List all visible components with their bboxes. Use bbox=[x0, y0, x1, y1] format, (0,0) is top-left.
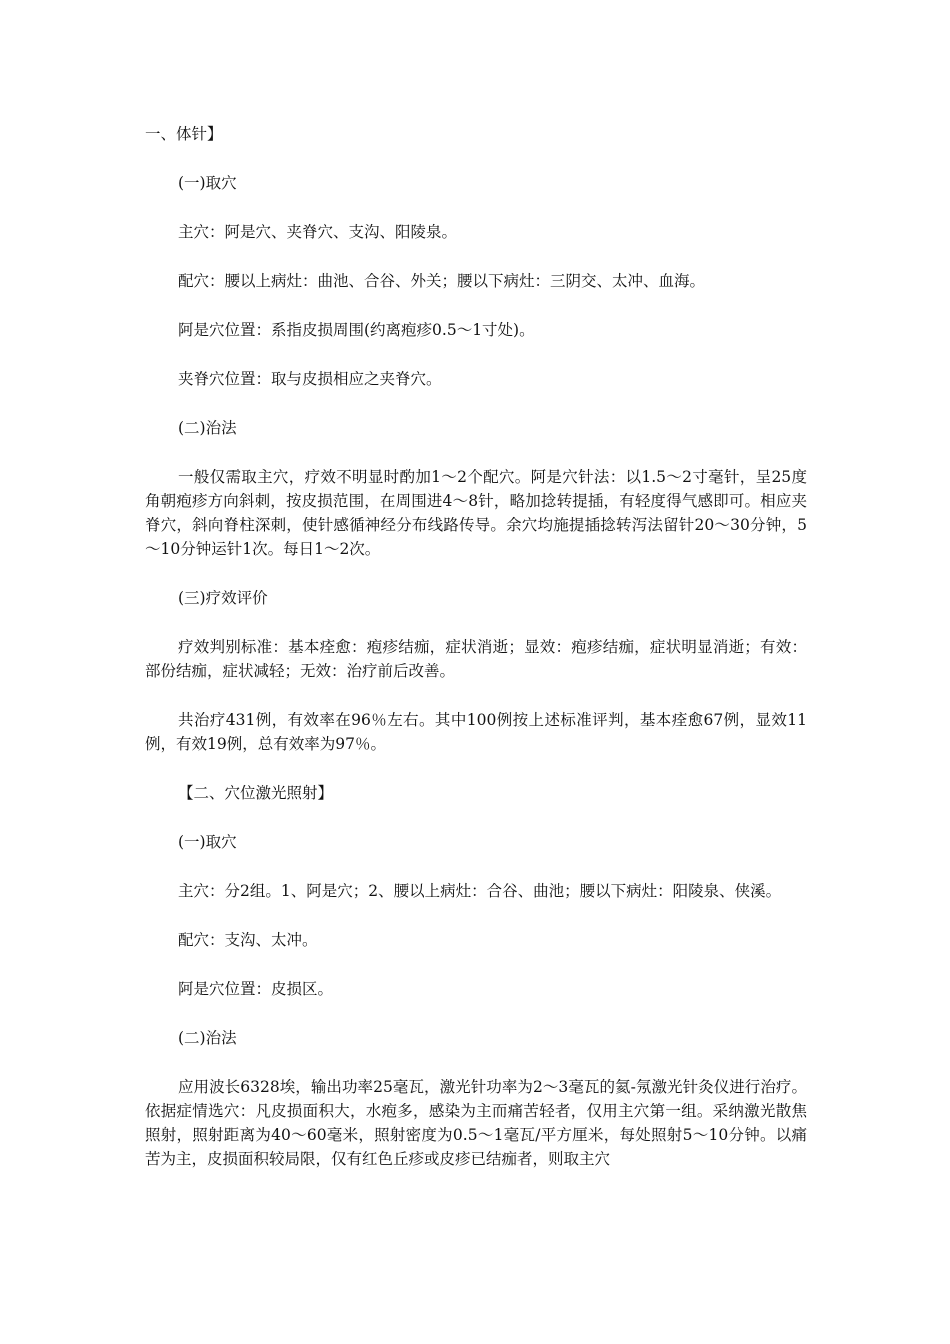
paragraph-treatment-details: 一般仅需取主穴，疗效不明显时酌加1～2个配穴。阿是穴针法：以1.5～2寸毫针，呈25度角朝疱疹方向斜刺，按皮损范围，在周围进4～8针，略加捻转提插，有轻度得气感即可。相应夹脊穴，斜向脊柱深刺，使针感循神经分布线路传导。余穴均施提插捻转泻法留针20～30分钟，5～10分钟运针1次。每日1～2次。 bbox=[145, 468, 807, 558]
paragraph-laser-treatment-details: 应用波长6328埃，输出功率25毫瓦，激光针功率为2～3毫瓦的氦-氖激光针灸仪进行治疗。依据症情选穴：凡皮损面积大，水疱多，感染为主而痛苦轻者，仅用主穴第一组。采纳激光散焦照射，照射距离为40～60毫米，照射密度为0.5～1毫瓦/平方厘米，每处照射5～10分钟。以痛苦为主，皮损面积较局限，仅有红色丘疹或皮疹已结痂者，则取主穴 bbox=[145, 1078, 807, 1168]
subheading-acupoint-selection-2: (一)取穴 bbox=[178, 833, 237, 851]
section-heading-laser-irradiation: 【二、穴位激光照射】 bbox=[178, 784, 334, 802]
paragraph-efficacy-results: 共治疗431例，有效率在96％左右。其中100例按上述标准评判，基本痊愈67例，显效11例，有效19例，总有效率为97％。 bbox=[145, 711, 807, 753]
paragraph-secondary-points-2: 配穴：支沟、太冲。 bbox=[178, 931, 318, 949]
subheading-efficacy-evaluation: (三)疗效评价 bbox=[178, 589, 268, 607]
paragraph-main-points-2: 主穴：分2组。1、阿是穴；2、腰以上病灶：合谷、曲池；腰以下病灶：阳陵泉、侠溪。 bbox=[178, 882, 782, 900]
subheading-treatment-method: (二)治法 bbox=[178, 419, 237, 437]
paragraph-efficacy-criteria: 疗效判别标准：基本痊愈：疱疹结痂，症状消逝；显效：疱疹结痂，症状明显消逝；有效：部份结痂，症状减轻；无效：治疗前后改善。 bbox=[145, 638, 807, 680]
subheading-treatment-method-2: (二)治法 bbox=[178, 1029, 237, 1047]
paragraph-jiaji-location: 夹脊穴位置：取与皮损相应之夹脊穴。 bbox=[178, 370, 442, 388]
section-heading-body-acupuncture: 一、体针】 bbox=[145, 125, 223, 143]
paragraph-ashi-location: 阿是穴位置：系指皮损周围(约离疱疹0.5～1寸处)。 bbox=[178, 321, 535, 339]
subheading-acupoint-selection: (一)取穴 bbox=[178, 174, 237, 192]
paragraph-main-points: 主穴：阿是穴、夹脊穴、支沟、阳陵泉。 bbox=[178, 223, 458, 241]
document-body bbox=[145, 122, 807, 1196]
paragraph-ashi-location-2: 阿是穴位置：皮损区。 bbox=[178, 980, 334, 998]
paragraph-secondary-points: 配穴：腰以上病灶：曲池、合谷、外关；腰以下病灶：三阴交、太冲、血海。 bbox=[178, 272, 706, 290]
